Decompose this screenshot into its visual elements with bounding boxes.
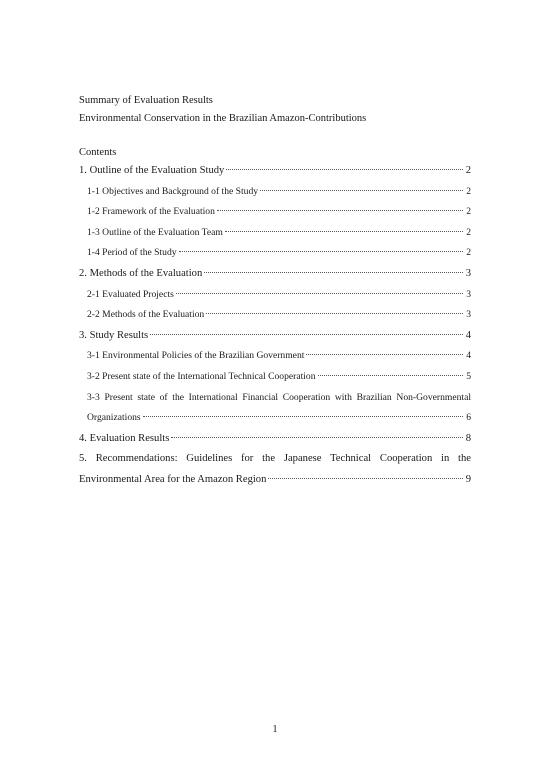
toc-entry-label: 1-2 Framework of the Evaluation (87, 206, 215, 218)
toc-dot-leader (143, 415, 463, 417)
toc-entry[interactable] (79, 161, 471, 182)
toc-dot-leader (206, 312, 463, 314)
toc-dot-leader (318, 374, 463, 376)
toc-dot-leader (150, 333, 463, 335)
toc-entry[interactable] (79, 367, 471, 388)
toc-entry-page: 2 (465, 165, 471, 176)
toc-dot-leader (171, 436, 463, 438)
toc-entry-label: 1. Outline of the Evaluation Study (79, 165, 225, 176)
toc-entry-page: 2 (466, 247, 471, 259)
toc-entry[interactable] (79, 326, 471, 347)
toc-entry-page: 2 (466, 226, 471, 238)
toc-entry-label: 2. Methods of the Evaluation (79, 267, 203, 279)
toc-dot-leader (225, 230, 463, 232)
document-header (79, 92, 479, 128)
toc-entry[interactable] (79, 388, 471, 409)
toc-entry[interactable] (79, 243, 471, 264)
toc-entry-label: 3-2 Present state of the International Technical Cooperation (87, 370, 316, 382)
toc-dot-leader (260, 189, 463, 191)
toc-dot-leader (176, 292, 463, 294)
toc-entry[interactable] (79, 223, 471, 244)
toc-entry-label: Organizations (87, 412, 141, 424)
toc-entry-label: 2-2 Methods of the Evaluation (87, 309, 205, 321)
toc-entry[interactable] (79, 429, 471, 450)
toc-entry[interactable] (79, 182, 471, 203)
contents-heading: Contents (79, 147, 117, 158)
toc-entry-page: 4 (465, 329, 471, 341)
toc-entry[interactable] (79, 449, 471, 470)
toc-entry[interactable] (79, 285, 471, 306)
toc-entry-page: 2 (466, 206, 471, 218)
summary-title: Summary of Evaluation Results (79, 95, 213, 106)
toc-entry-page: 2 (466, 185, 471, 197)
toc-entry[interactable] (79, 202, 471, 223)
toc-entry[interactable] (79, 346, 471, 367)
toc-entry-label: Environmental Area for the Amazon Region (79, 473, 267, 485)
toc-entry-label: 3. Study Results (79, 329, 149, 341)
toc-entry-label: 4. Evaluation Results (79, 432, 170, 444)
toc-entry-page: 3 (466, 288, 471, 300)
toc-dot-leader (204, 271, 463, 273)
toc-entry[interactable] (79, 264, 471, 285)
page-number: 1 (272, 724, 278, 735)
toc-entry-page: 9 (465, 473, 471, 485)
toc-entry[interactable] (79, 408, 471, 429)
toc-entry-page: 3 (466, 309, 471, 321)
toc-entry[interactable] (79, 470, 471, 491)
toc-entry-label: 2-1 Evaluated Projects (87, 288, 174, 300)
toc-entry-page: 4 (466, 350, 471, 362)
toc-dot-leader (268, 477, 463, 479)
toc-entry-page: 8 (465, 432, 471, 444)
toc-dot-leader (179, 250, 463, 252)
toc-entry-label: 1-1 Objectives and Background of the Study (87, 185, 259, 197)
toc-entry-page: 6 (466, 412, 471, 424)
toc-entry-label: 1-3 Outline of the Evaluation Team (87, 226, 223, 238)
project-title: Environmental Conservation in the Brazilian Amazon-Contributions (79, 113, 367, 124)
toc-entry-label: 3-3 Present state of the International Financial Cooperation with Brazilian Non-Governmental (87, 391, 471, 403)
toc-entry[interactable] (79, 305, 471, 326)
toc-entry-label: 1-4 Period of the Study (87, 247, 177, 259)
toc-dot-leader (217, 209, 463, 211)
toc-entry-page: 5 (466, 370, 471, 382)
table-of-contents (79, 161, 471, 491)
toc-dot-leader (306, 353, 463, 355)
toc-entry-label: 5. Recommendations: Guidelines for the Japanese Technical Cooperation in the (79, 453, 471, 465)
toc-entry-page: 3 (465, 267, 471, 279)
toc-dot-leader (226, 168, 463, 170)
toc-entry-label: 3-1 Environmental Policies of the Brazilian Government (87, 350, 305, 362)
